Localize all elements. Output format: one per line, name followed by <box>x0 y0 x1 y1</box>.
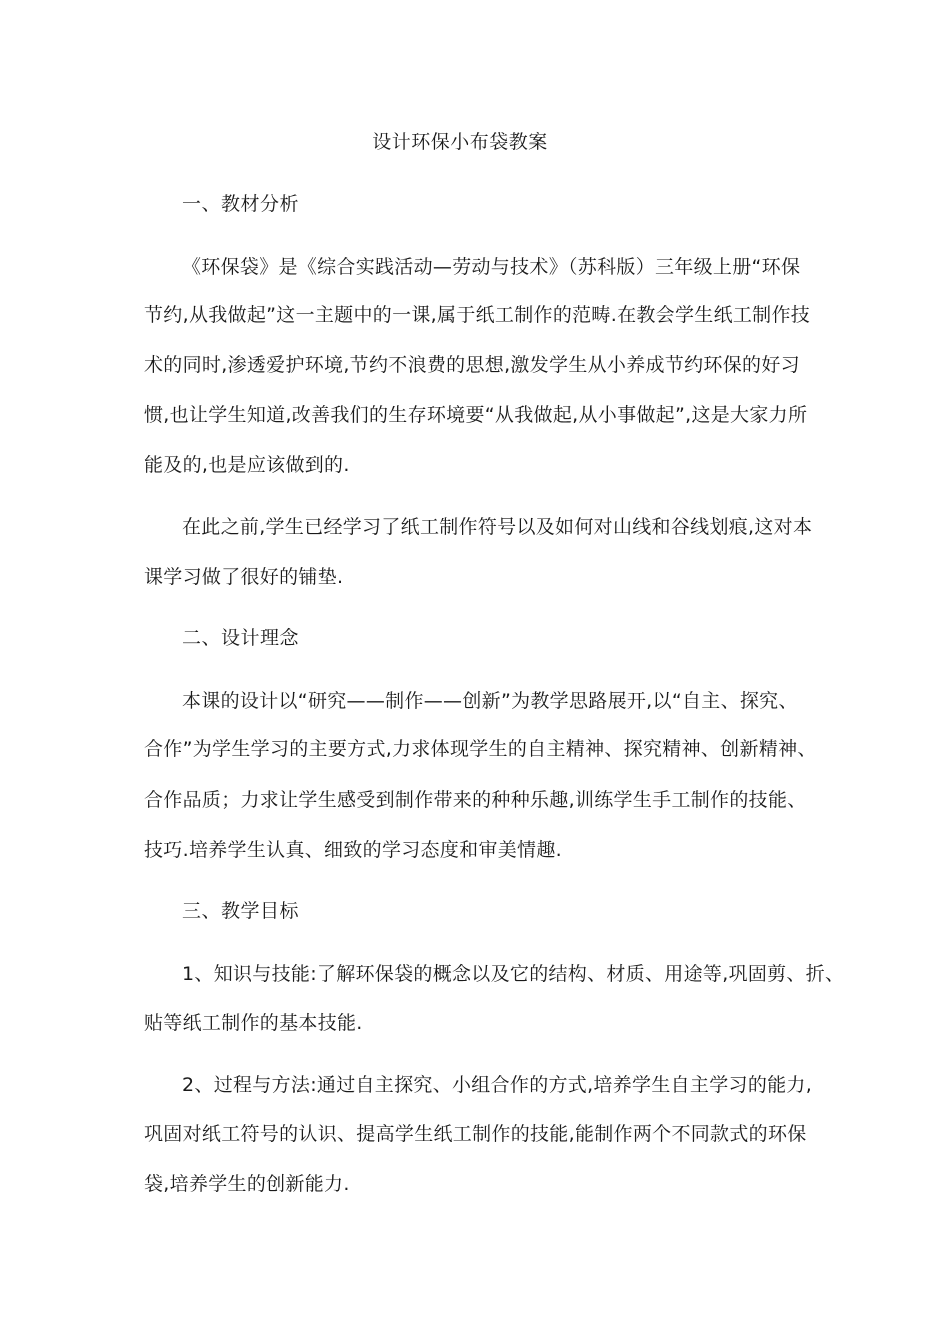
document-title: 设计环保小布袋教案 <box>372 131 548 153</box>
section-heading-3: 三、教学目标 <box>182 900 300 922</box>
paragraph-line: 本课的设计以“研究——制作——创新”为教学思路展开,以“自主、探究、 <box>182 690 798 712</box>
paragraph-line: 节约,从我做起”这一主题中的一课,属于纸工制作的范畴.在教会学生纸工制作技 <box>144 304 811 326</box>
paragraph-line: 巩固对纸工符号的认识、提高学生纸工制作的技能,能制作两个不同款式的环保 <box>144 1123 807 1145</box>
paragraph-line: 2、过程与方法:通过自主探究、小组合作的方式,培养学生自主学习的能力, <box>182 1074 813 1096</box>
section-heading-1: 一、教材分析 <box>182 193 300 215</box>
paragraph-line: 合作”为学生学习的主要方式,力求体现学生的自主精神、探究精神、创新精神、 <box>144 738 817 760</box>
paragraph-line: 能及的,也是应该做到的. <box>144 454 350 476</box>
paragraph-line: 《环保袋》是《综合实践活动—劳动与技术》（苏科版）三年级上册“环保 <box>182 256 801 278</box>
section-heading-2: 二、设计理念 <box>182 627 300 649</box>
paragraph-line: 袋,培养学生的创新能力. <box>144 1173 350 1195</box>
paragraph-line: 惯,也让学生知道,改善我们的生存环境要“从我做起,从小事做起”,这是大家力所 <box>144 404 808 426</box>
paragraph-line: 合作品质；力求让学生感受到制作带来的种种乐趣,训练学生手工制作的技能、 <box>144 789 807 811</box>
paragraph-line: 在此之前,学生已经学习了纸工制作符号以及如何对山线和谷线划痕,这对本 <box>182 516 813 538</box>
paragraph-line: 术的同时,渗透爱护环境,节约不浪费的思想,激发学生从小养成节约环保的好习 <box>144 354 800 376</box>
paragraph-line: 技巧.培养学生认真、细致的学习态度和审美情趣. <box>144 839 562 861</box>
paragraph-line: 1、知识与技能:了解环保袋的概念以及它的结构、材质、用途等,巩固剪、折、 <box>182 963 845 985</box>
paragraph-line: 课学习做了很好的铺垫. <box>144 566 344 588</box>
paragraph-line: 贴等纸工制作的基本技能. <box>144 1012 363 1034</box>
